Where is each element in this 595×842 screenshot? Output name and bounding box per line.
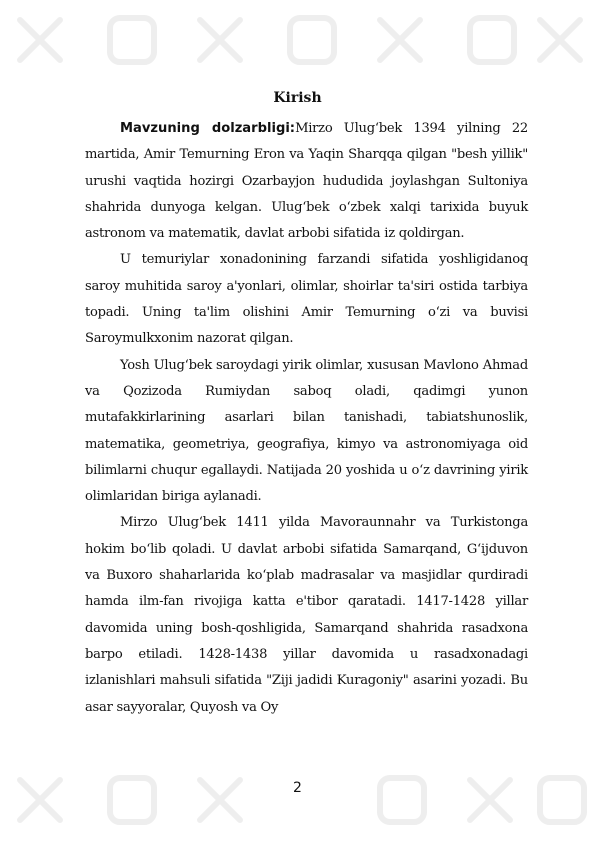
page-number: 2 xyxy=(293,780,302,796)
document-title: Kirish xyxy=(273,90,322,106)
paragraph-2: U temuriylar xonadonining farzandi sifatida yoshligidanoq saroy muhitida saroy a'yonlari, olimlar, shoirlar ta'siri ostida tarbiya topadi. Uning ta'lim olishini Amir Temurning o‘zi va buvisi Saroymulkxonim nazorat qilgan. xyxy=(85,252,528,347)
relevance-label: Mavzuning dolzarbligi: xyxy=(120,121,296,136)
paragraph-3: Yosh Ulug‘bek saroydagi yirik olimlar, xususan Mavlono Ahmad va Qozizoda Rumiydan saboq oladi, qadimgi yunon mutafakkirlarining asarlari bilan tanishadi, tabiatshunoslik, matematika, geometriya, geografiya, kimyo va astronomiyaga oid bilimlarni chuqur egallaydi. Natijada 20 yoshida u o‘z davrining yirik olimlaridan biriga aylanadi. xyxy=(85,357,528,505)
document-body xyxy=(85,116,528,721)
paragraph-1-text: Mirzo Ulug‘bek 1394 yilning 22 martida, Amir Temurning Eron va Yaqin Sharqqa qilgan "besh yillik" urushi vaqtida hozirgi Ozarbayjon hududida joylashgan Sultoniya shahrida dunyoga kelgan. Ulug‘bek o‘zbek xalqi tarixida buyuk astronom va matematik, davlat arbobi sifatida iz qoldirgan. xyxy=(85,121,529,242)
paragraph-4: Mirzo Ulug‘bek 1411 yilda Mavoraunnahr va Turkistonga hokim bo‘lib qoladi. U davlat arbobi sifatida Samarqand, G‘ijduvon va Buxoro shaharlarida ko‘plab madrasalar va masjidlar qurdiradi hamda ilm-fan rivojiga katta e'tibor qaratadi. 1417-1428 yillar davomida uning bosh-qoshligida, Samarqand shahrida rasadxona barpo etiladi. 1428-1438 yillar davomida u rasadxonadagi izlanishlari mahsuli sifatida "Ziji jadidi Kuragoniy" asarini yozadi. Bu asar sayyoralar, Quyosh va Oy xyxy=(85,515,528,715)
paragraph-1 xyxy=(85,116,528,247)
